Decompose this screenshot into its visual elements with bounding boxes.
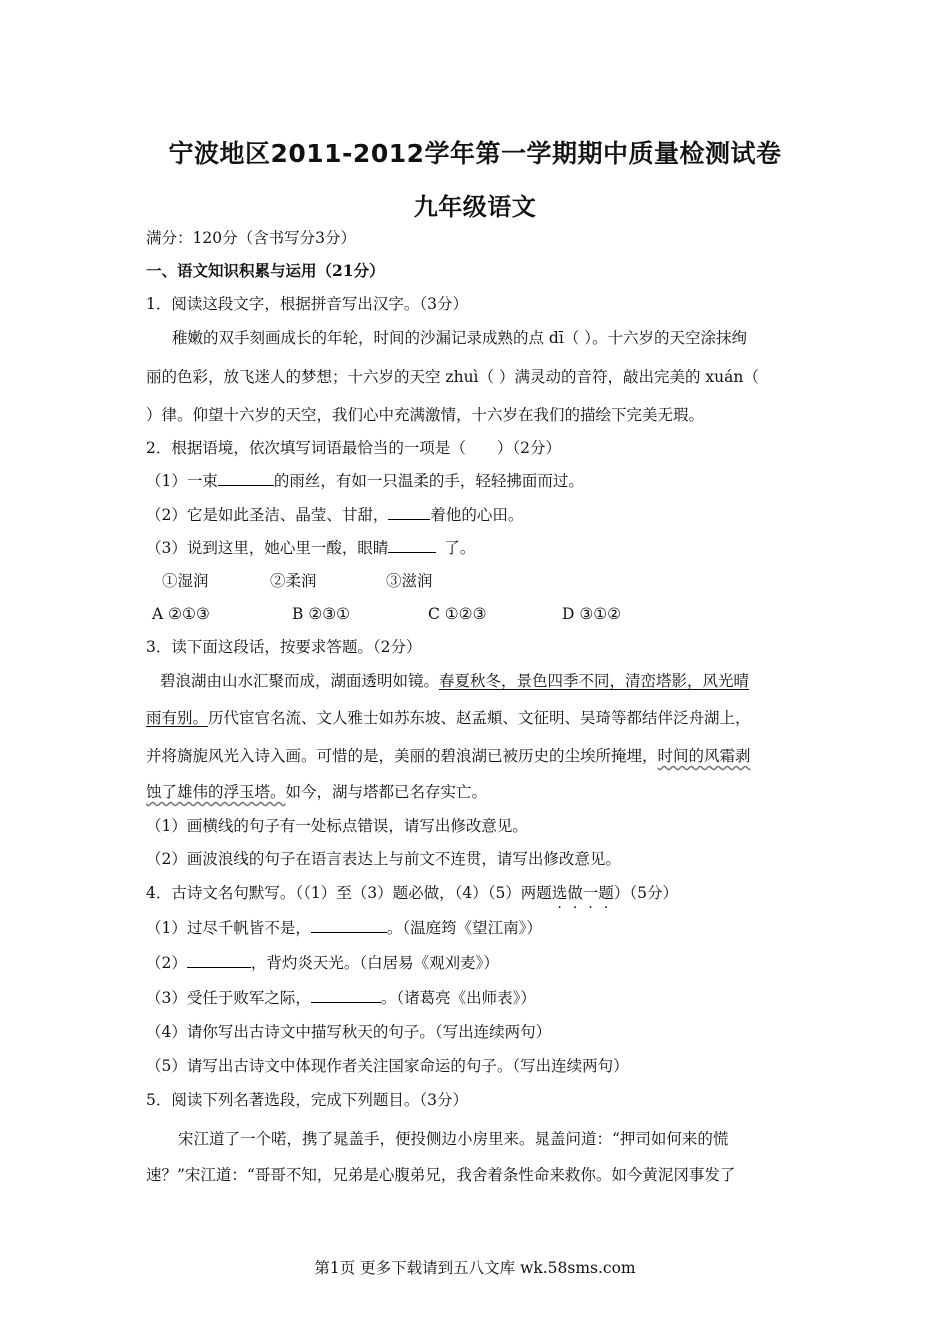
- q3-text: 如今，湖与塔都已名存实亡。: [285, 783, 488, 801]
- q3-title: 3．读下面这段话，按要求答题。（2分）: [146, 638, 422, 656]
- q2-word-2: ②柔润: [270, 572, 317, 590]
- q2-item1-prefix: （1）一束: [146, 472, 218, 490]
- q3-sub1: （1）画横线的句子有一处标点错误，请写出修改意见。: [146, 817, 528, 835]
- underlined-sentence: 雨有别。: [146, 709, 209, 727]
- q3-text: 并将旖旎风光入诗入画。可惜的是，美丽的碧浪湖已被历史的尘埃所掩埋，: [146, 747, 658, 765]
- q3-para-line4: [146, 782, 487, 802]
- q4-item5: （5）请写出古诗文中体现作者关注国家命运的句子。（写出连续两句）: [146, 1057, 629, 1075]
- emphasis-dots: 选做一题: [551, 884, 614, 902]
- q5-para-line2: 速？”宋江道：“哥哥不知，兄弟是心腹弟兄，我舍着条性命来救你。如今黄泥冈事发了: [146, 1166, 736, 1184]
- q4-item3-prefix: （3）受任于败军之际，: [146, 989, 311, 1007]
- q2-item3-prefix: （3）说到这里，她心里一酸，眼睛: [146, 539, 389, 557]
- q2-word-3: ③滋润: [386, 572, 433, 590]
- q4-item1-prefix: （1）过尽千帆皆不是，: [146, 919, 311, 937]
- q2-item3: [146, 538, 475, 558]
- q3-para-line2: [146, 708, 751, 728]
- page-subtitle: 九年级语文: [413, 193, 537, 221]
- q4-item2-prefix: （2）: [146, 954, 187, 972]
- answer-blank[interactable]: [388, 505, 430, 520]
- q2-option-a: A ②①③: [152, 605, 210, 623]
- q2-item1-suffix: 的雨丝，有如一只温柔的手，轻轻拂面而过。: [273, 472, 584, 490]
- page-title: 宁波地区2011-2012学年第一学期期中质量检测试卷: [168, 139, 782, 168]
- q2-title: 2．根据语境，依次填写词语最恰当的一项是（ ）（2分）: [146, 439, 561, 457]
- section-heading: 一、语文知识积累与运用（21分）: [146, 261, 385, 280]
- q5-para-line1: 宋江道了一个喏，携了晁盖手，便投侧边小房里来。晁盖问道：“押司如何来的慌: [178, 1130, 729, 1148]
- q4-title: [146, 883, 678, 903]
- q2-option-c: C ①②③: [428, 605, 487, 623]
- q4-item3: [146, 988, 536, 1008]
- q4-item3-suffix: 。（诸葛亮《出师表》）: [380, 989, 536, 1007]
- score-info: 满分：120分（含书写分3分）: [146, 229, 356, 247]
- q2-option-b: B ②③①: [292, 605, 351, 623]
- q3-text: 碧浪湖由山水汇聚而成，湖面透明如镜。: [160, 672, 440, 690]
- q4-title-a: 4．古诗文名句默写。（（1）至（3）题必做，（4）（5）两题: [146, 884, 552, 902]
- underlined-sentence: 春夏秋冬，景色四季不同，清峦塔影，风光晴: [439, 672, 750, 690]
- q2-item2-suffix: 着他的心田。: [430, 506, 524, 524]
- q4-item1: [146, 918, 542, 938]
- page-footer: 第1页 更多下载请到五八文库 wk.58sms.com: [314, 1259, 636, 1277]
- q3-text: 历代宦官名流、文人雅士如苏东坡、赵孟頫、文征明、吴琦等都结伴泛舟湖上，: [208, 709, 751, 727]
- answer-blank[interactable]: [311, 988, 381, 1003]
- q1-para-line3: ）律。仰望十六岁的天空，我们心中充满激情，十六岁在我们的描绘下完美无瑕。: [146, 406, 705, 424]
- q4-item1-suffix: 。（温庭筠《望江南》）: [386, 919, 542, 937]
- q1-title: 1．阅读这段文字，根据拼音写出汉字。（3分）: [146, 295, 468, 313]
- q2-option-d: D ③①②: [562, 605, 622, 623]
- q2-item2-prefix: （2）它是如此圣洁、晶莹、甘甜，: [146, 506, 389, 524]
- q1-para-line1: 稚嫩的双手刻画成长的年轮，时间的沙漏记录成熟的点 dī（ ）。十六岁的天空涂抹绚: [172, 329, 747, 347]
- answer-blank[interactable]: [388, 538, 436, 553]
- q3-para-line3: [146, 746, 751, 766]
- q4-item2: [146, 953, 499, 973]
- q1-para-line2: 丽的色彩，放飞迷人的梦想；十六岁的天空 zhuì（ ）满灵动的音符，敲出完美的 xuán（: [146, 368, 759, 386]
- wavy-sentence: 时间的风霜剥: [657, 747, 751, 765]
- q2-word-1: ①湿润: [162, 572, 209, 590]
- q2-item3-suffix: 了。: [444, 539, 476, 557]
- answer-blank[interactable]: [187, 953, 251, 968]
- q4-title-b: ）（5分）: [613, 884, 678, 902]
- answer-blank[interactable]: [218, 471, 274, 486]
- answer-blank[interactable]: [311, 918, 387, 933]
- q5-title: 5．阅读下列名著选段，完成下列题目。（3分）: [146, 1091, 468, 1109]
- wavy-sentence: 蚀了雄伟的浮玉塔。: [146, 783, 286, 801]
- q4-item2-suffix: ，背灼炎天光。（白居易《观刈麦》）: [250, 954, 499, 972]
- q2-item2: [146, 505, 523, 525]
- q3-para-line1: [160, 671, 749, 691]
- q2-item1: [146, 471, 584, 491]
- q3-sub2: （2）画波浪线的句子在语言表达上与前文不连贯，请写出修改意见。: [146, 850, 621, 868]
- q4-item4: （4）请你写出古诗文中描写秋天的句子。（写出连续两句）: [146, 1023, 552, 1041]
